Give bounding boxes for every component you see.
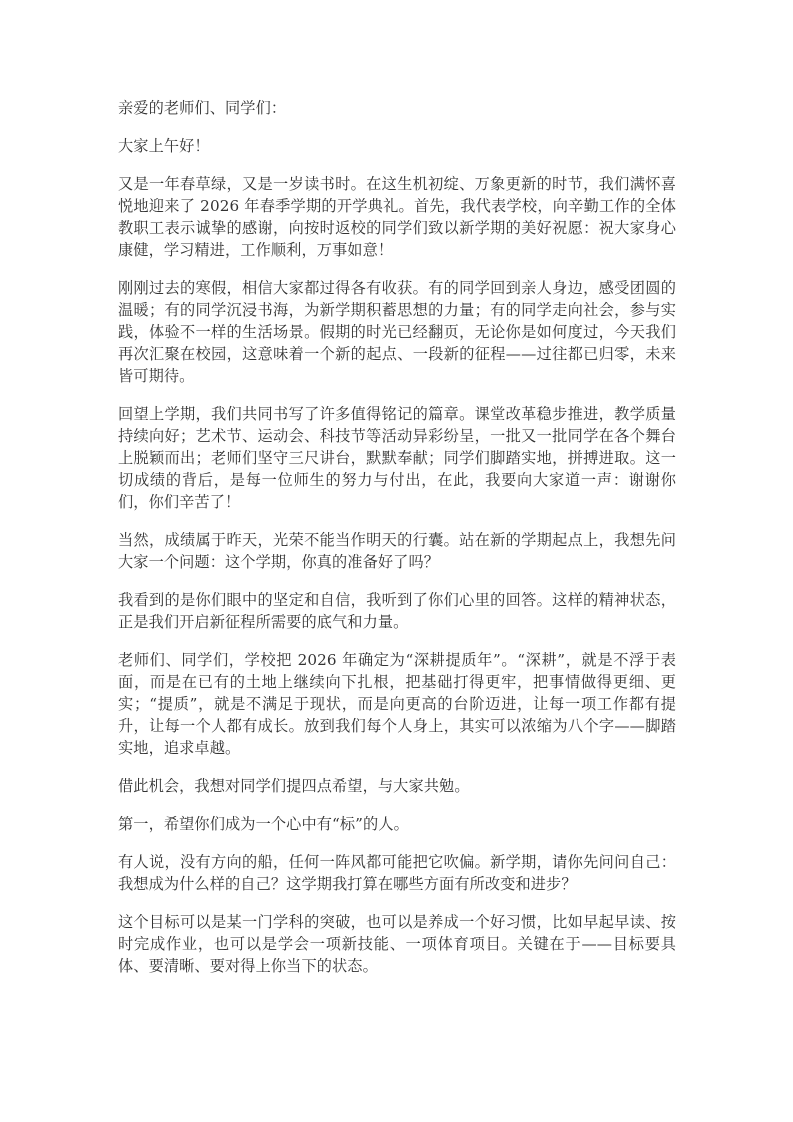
- paragraph-four-hopes-intro: 借此机会，我想对同学们提四点希望，与大家共勉。: [118, 777, 470, 795]
- paragraph-hope-one-body-1: 有人说，没有方向的船，任何一阵风都可能把它吹偏。新学期，请你先问问自己：我想成为什么样的自己？这学期我打算在哪些方面有所改变和进步？: [118, 853, 676, 893]
- paragraph-salutation: 亲爱的老师们、同学们：: [118, 99, 287, 117]
- paragraph-greeting: 大家上午好！: [118, 137, 210, 155]
- paragraph-answer-confidence: 我看到的是你们眼中的坚定和自信，我听到了你们心里的回答。这样的精神状态，正是我们开启新征程所需要的底气和力量。: [118, 591, 676, 631]
- paragraph-hope-one-body-2: 这个目标可以是某一门学科的突破，也可以是养成一个好习惯，比如早起早读、按时完成作业，也可以是学会一项新技能、一项体育项目。关键在于——目标要具体、要清晰、要对得上你当下的状态。: [118, 913, 676, 975]
- paragraph-opening-welcome: 又是一年春草绿，又是一岁读书时。在这生机初绽、万象更新的时节，我们满怀喜悦地迎来了 2026 年春季学期的开学典礼。首先，我代表学校，向辛勤工作的全体教职工表示诚挚的感谢，向按时返校的同学们致以新学期的美好祝愿：祝大家身心康健，学习精进，工作顺利，万事如意！: [118, 175, 676, 259]
- paragraph-theme-year-definition: 老师们、同学们，学校把 2026 年确定为“深耕提质年”。“深耕”，就是不浮于表面，而是在已有的土地上继续向下扎根，把基础打得更牢，把事情做得更细、更实；“提质”，就是不满足于现状，而是向更高的台阶迈进，让每一项工作都有提升，让每一个人都有成长。放到我们每个人身上，其实可以浓缩为八个字——脚踏实地，追求卓越。: [118, 651, 676, 757]
- paragraph-hope-one-heading: 第一，希望你们成为一个心中有“标”的人。: [118, 815, 409, 833]
- document-body: [118, 97, 676, 977]
- paragraph-question-are-you-ready: 当然，成绩属于昨天，光荣不能当作明天的行囊。站在新的学期起点上，我想先问大家一个问题：这个学期，你真的准备好了吗？: [118, 531, 676, 571]
- paragraph-last-semester-review: 回望上学期，我们共同书写了许多值得铭记的篇章。课堂改革稳步推进，教学质量持续向好；艺术节、运动会、科技节等活动异彩纷呈，一批又一批同学在各个舞台上脱颖而出；老师们坚守三尺讲台，默默奉献；同学们脚踏实地，拼搏进取。这一切成绩的背后，是每一位师生的努力与付出，在此，我要向大家道一声：谢谢你们，你们辛苦了！: [118, 405, 676, 511]
- paragraph-winter-holiday-reflection: 刚刚过去的寒假，相信大家都过得各有收获。有的同学回到亲人身边，感受团圆的温暖；有的同学沉浸书海，为新学期积蓄思想的力量；有的同学走向社会，参与实践，体验不一样的生活场景。假期的时光已经翻页，无论你是如何度过，今天我们再次汇聚在校园，这意味着一个新的起点、一段新的征程——过往都已归零，未来皆可期待。: [118, 279, 676, 385]
